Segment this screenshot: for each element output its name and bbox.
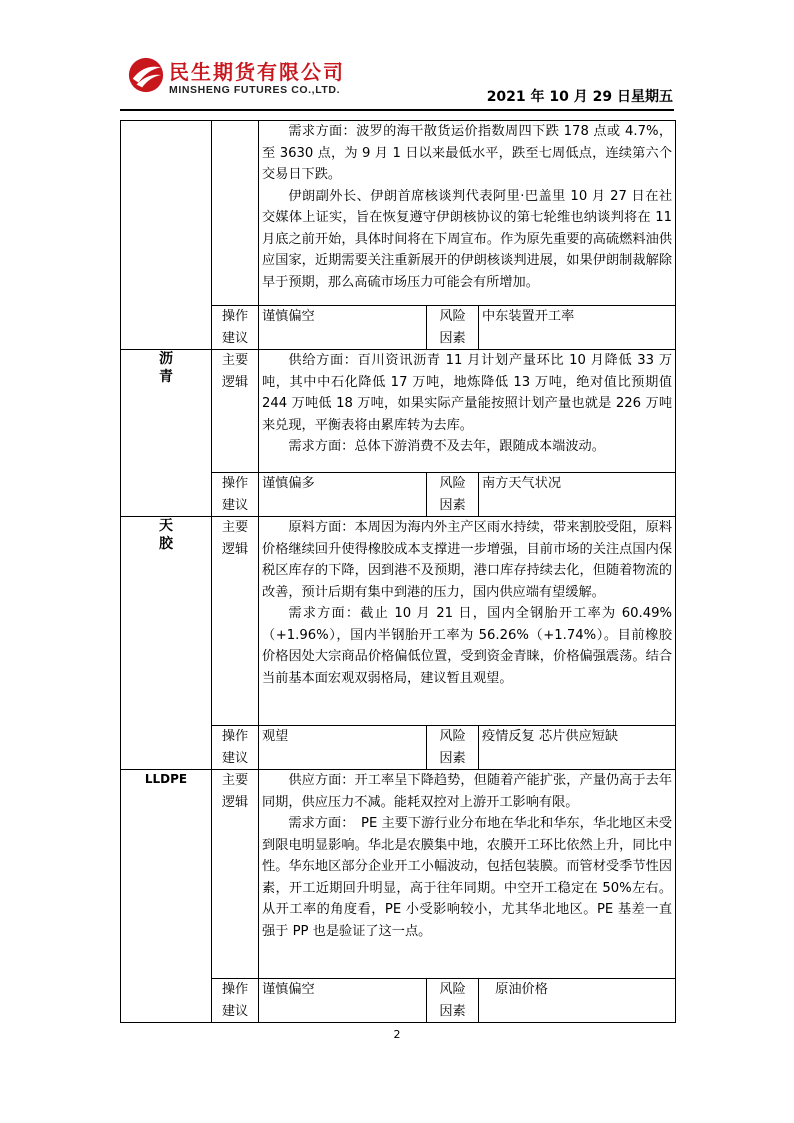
label-line: 因素 (439, 1003, 466, 1019)
category-cell (121, 121, 212, 350)
paragraph: 供给方面：百川资讯沥青 11 月计划产量环比 10 月降低 33 万吨，其中中石化降低 17 万吨，地炼降低 13 万吨，绝对值比预期值 244 万吨低 18 万吨，如果实际产量能按照计划产量也就是 226 万吨来兑现，平衡表将由累库转为去库。 (262, 353, 673, 433)
risk-value: 南方天气状况 (479, 473, 676, 517)
company-name-cn: 民生期货有限公司 (169, 60, 345, 84)
label-line: 因素 (439, 750, 466, 766)
logic-text (259, 517, 676, 726)
category-cell-rubber (121, 517, 212, 770)
paragraph: 供应方面：开工率呈下降趋势，但随着产能扩张，产量仍高于去年同期，供应压力不减。能耗双控对上游开工影响有限。 (262, 773, 673, 810)
label-line: 操作 (221, 729, 249, 744)
op-label (212, 473, 259, 517)
page-number: 2 (393, 1028, 401, 1041)
table-row (121, 121, 676, 306)
op-label (212, 979, 259, 1023)
logic-label (212, 517, 259, 726)
label-line: 因素 (439, 330, 466, 346)
label-line: 主要 (221, 353, 249, 368)
category-char: 天 (159, 518, 173, 534)
logic-label (212, 121, 259, 306)
header-rule (120, 109, 674, 111)
company-logo (127, 54, 367, 100)
op-value: 谨慎偏多 (259, 473, 427, 517)
op-value: 观望 (259, 726, 427, 770)
label-line: 风险 (439, 309, 466, 324)
logic-label (212, 350, 259, 473)
label-line: 操作 (221, 982, 249, 997)
risk-label (427, 473, 479, 517)
label-line: 建议 (221, 330, 249, 346)
minsheng-logo-icon (127, 56, 165, 94)
table-row (121, 350, 676, 473)
label-line: 逻辑 (221, 794, 249, 810)
label-line: 操作 (221, 476, 249, 491)
logic-label (212, 770, 259, 979)
commodity-table (120, 120, 676, 1023)
label-line: 建议 (221, 497, 249, 513)
label-line: 建议 (221, 750, 249, 766)
category-char: 胶 (159, 536, 173, 552)
label-line: 逻辑 (221, 541, 249, 557)
logic-text (259, 350, 676, 473)
paragraph: 伊朗副外长、伊朗首席核谈判代表阿里·巴盖里 10 月 27 日在社交媒体上证实，旨在恢复遵守伊朗核协议的第七轮维也纳谈判将在 11 月底之前开始，具体时间将在下周宣布。作为原先重要的高硫燃料油供应国家，近期需要关注重新展开的伊朗核谈判进展，如果伊朗制裁解除早于预期，那么高硫市场压力可能会有所增加。 (262, 188, 673, 290)
label-line: 风险 (439, 982, 466, 997)
label-line: 主要 (221, 520, 249, 535)
risk-value: 疫情反复 芯片供应短缺 (479, 726, 676, 770)
paragraph: 需求方面：波罗的海干散货运价指数周四下跌 178 点或 4.7%，至 3630 点，为 9 月 1 日以来最低水平，跌至七周低点，连续第六个交易日下跌。 (262, 124, 673, 182)
label-line: 因素 (439, 497, 466, 513)
logic-text (259, 770, 676, 979)
table-row (121, 517, 676, 726)
risk-value: 原油价格 (479, 979, 676, 1023)
category-cell-lldpe: LLDPE (121, 770, 212, 1023)
label-line: 建议 (221, 1003, 249, 1019)
label-line: 操作 (221, 309, 249, 324)
op-value: 谨慎偏空 (259, 306, 427, 350)
logic-text (259, 121, 676, 306)
risk-value: 中东装置开工率 (479, 306, 676, 350)
table-row (121, 770, 676, 979)
op-label (212, 306, 259, 350)
category-cell-asphalt (121, 350, 212, 517)
op-value: 谨慎偏空 (259, 979, 427, 1023)
risk-label (427, 306, 479, 350)
paragraph: 需求方面： PE 主要下游行业分布地在华北和华东，华北地区未受到限电明显影响。华北是农膜集中地，农膜开工环比依然上升，同比中性。华东地区部分企业开工小幅波动，包括包装膜。而管材受季节性因素，开工近期回升明显，高于往年同期。中空开工稳定在 50%左右。从开工率的角度看，PE 小受影响较小，尤其华北地区。PE 基差一直强于 PP 也是验证了这一点。 (262, 816, 673, 939)
risk-label (427, 979, 479, 1023)
paragraph: 需求方面：截止 10 月 21 日，国内全钢胎开工率为 60.49%（+1.96%），国内半钢胎开工率为 56.26%（+1.74%）。目前橡胶价格因处大宗商品价格偏低位置，受到资金青睐，价格偏强震荡。结合当前基本面宏观双弱格局，建议暂且观望。 (262, 606, 673, 686)
company-name-en: MINSHENG FUTURES CO.,LTD. (169, 84, 341, 96)
paragraph: 原料方面：本周因为海内外主产区雨水持续，带来割胶受阻，原料价格继续回升使得橡胶成本支撑进一步增强，目前市场的关注点国内保税区库存的下降，因到港不及预期，港口库存持续去化，但随着物流的改善，预计后期有集中到港的压力，国内供应端有望缓解。 (262, 520, 673, 600)
label-line: 风险 (439, 729, 466, 744)
label-line: 风险 (439, 476, 466, 491)
report-date: 2021 年 10 月 29 日星期五 (486, 89, 673, 105)
op-label (212, 726, 259, 770)
category-char: 青 (159, 369, 173, 385)
label-line: 主要 (221, 773, 249, 788)
label-line: 逻辑 (221, 374, 249, 390)
category-char: 沥 (159, 351, 173, 367)
risk-label (427, 726, 479, 770)
paragraph: 需求方面：总体下游消费不及去年，跟随成本端波动。 (288, 439, 605, 454)
